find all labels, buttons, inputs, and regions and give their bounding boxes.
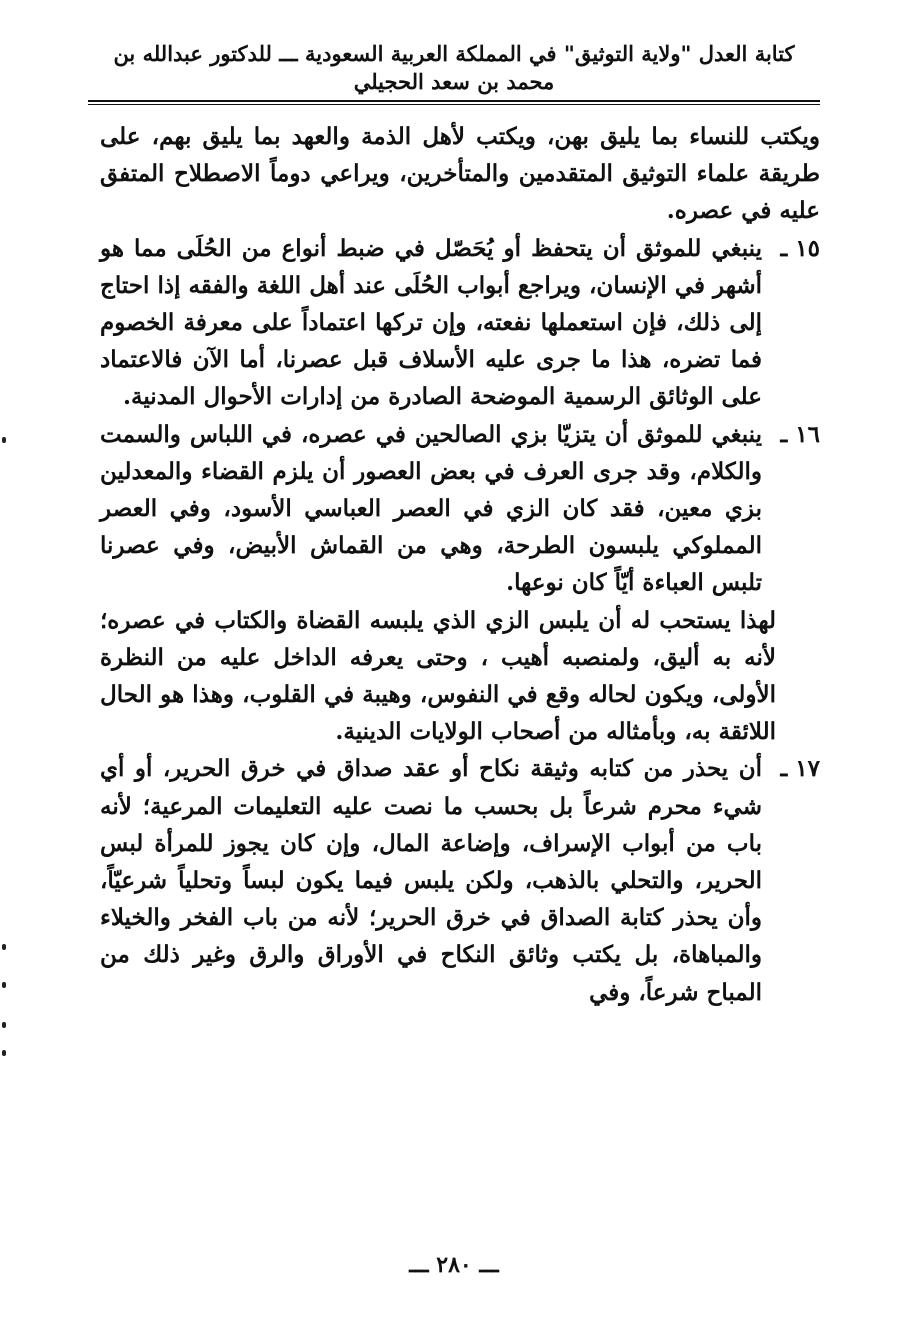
scan-margin-mark [2,1022,6,1028]
numbered-item-17 [100,750,820,1010]
item-text: أن يحذر من كتابه وثيقة نكاح أو عقد صداق في خرق الحرير، أو أي شيء محرم شرعاً بل بحسب ما نصت عليه التعليمات المرعية؛ لأنه باب من أبواب الإسراف، وإضاعة المال، وإن كان يجوز للمرأة لبس الحرير، والتحلي بالذهب، ولكن يلبس فيما يكون لبساً وتحلياً شرعيّاً، وأن يحذر كتابة الصداق في خرق الحرير؛ لأنه من باب الفخر والخيلاء والمباهاة، بل يكتب وثائق النكاح في الأوراق والرق وغير ذلك من المباح شرعاً، وفي [100,755,762,1006]
item-number: ١٧ ـ [780,755,820,783]
paragraph-item-16-continued: لهذا يستحب له أن يلبس الزي الذي يلبسه القضاة والكتاب في عصره؛ لأنه به أليق، ولمنصبه أهيب ، وحتى يعرفه الداخل عليه من النظرة الأولى، ويكون لحاله وقع في النفوس، وهيبة في القلوب، وهذا هو الحال اللائقة به، وبأمثاله من أصحاب الولايات الدينية. [100,606,776,746]
body-text [100,118,820,1011]
item-text: ينبغي للموثق أن يتزيّا بزي الصالحين في عصره، في اللباس والسمت والكلام، وقد جرى العرف في بعض العصور أن يلزم القضاء والمعدلين بزي معين، فقد كان الزي في العصر العباسي الأسود، وفي العصر المملوكي يلبسون الطرحة، وهي من القماش الأبيض، وفي عصرنا تلبس العباءة أيّاً كان نوعها. [100,420,762,597]
item-number: ١٦ ـ [780,420,820,448]
paragraph-continuation: ويكتب للنساء بما يليق بهن، ويكتب لأهل الذمة والعهد بما يليق بهم، على طريقة علماء التوثيق المتقدمين والمتأخرين، ويراعي دوماً الاصطلاح المتفق عليه في عصره. [100,123,820,225]
numbered-item-15 [100,230,820,416]
item-number: ١٥ ـ [780,234,820,262]
header-rule-thin [88,104,820,105]
numbered-item-16 [100,416,820,602]
scan-margin-mark [2,437,6,443]
scan-margin-mark [2,982,6,988]
header-rule [88,100,820,102]
page-number: ـــ ٢٨٠ ـــ [409,1252,499,1278]
scan-margin-mark [2,944,6,950]
item-text: ينبغي للموثق أن يتحفظ أو يُحَصّل في ضبط أنواع من الحُلَى مما هو أشهر في الإنسان، ويراجع أبواب الحُلَى عند أهل اللغة والفقه إذا احتاج إلى ذلك، فإن استعملها نفعته، وإن تركها اعتماداً على معرفة الخصوم فما تضره، هذا ما جرى عليه الأسلاف قبل عصرنا، أما الآن فالاعتماد على الوثائق الرسمية الموضحة الصادرة من إدارات الأحوال المدنية. [100,234,762,411]
scan-margin-mark [2,1050,6,1056]
running-header: كتابة العدل "ولاية التوثيق" في المملكة العربية السعودية ـــ للدكتور عبدالله بن محمد بن سعد الحجيلي [113,41,795,94]
